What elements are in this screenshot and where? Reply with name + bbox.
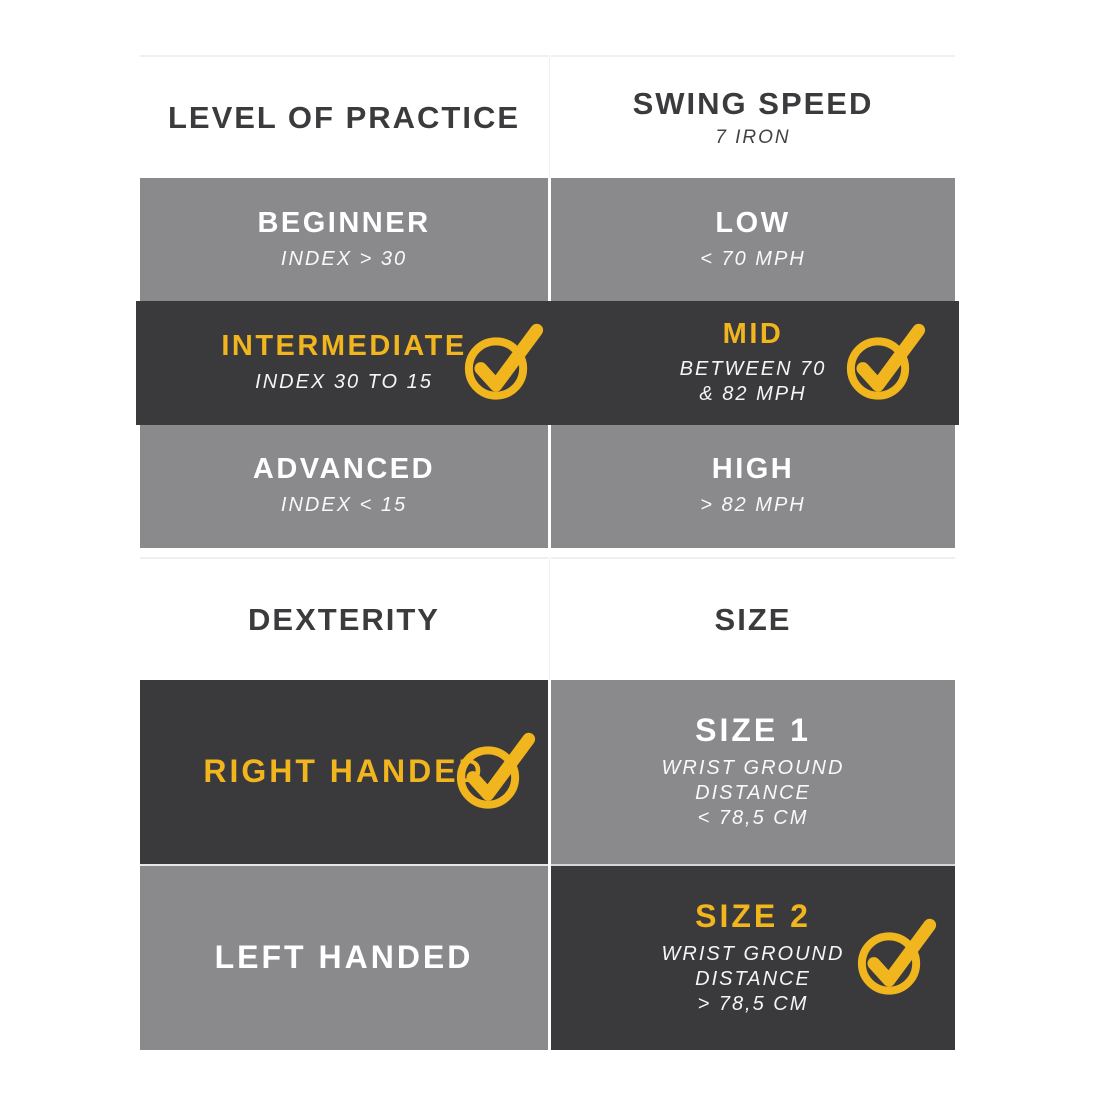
option-sub (281, 493, 407, 518)
option-label: INTERMEDIATE (221, 330, 467, 363)
option-label: LEFT HANDED (214, 939, 474, 976)
option-sub (281, 247, 407, 272)
section-title: SWING SPEED (632, 86, 874, 121)
section-subtitle: 7 IRON (715, 127, 791, 148)
option-intermediate[interactable] (136, 301, 552, 424)
section-header (551, 559, 955, 680)
option-sub-line: > 78,5 CM (697, 992, 809, 1015)
option-high[interactable] (551, 425, 955, 548)
section-size (551, 557, 955, 1050)
option-label: LOW (715, 206, 791, 239)
option-label: RIGHT HANDED (203, 753, 485, 790)
option-left-handed[interactable] (140, 864, 548, 1050)
section-title: LEVEL OF PRACTICE (167, 99, 521, 135)
option-sub-line: & 82 MPH (699, 383, 807, 406)
option-beginner[interactable] (140, 178, 548, 301)
section-title: DEXTERITY (248, 601, 440, 637)
option-label: SIZE 1 (695, 712, 811, 749)
option-list (551, 680, 955, 1050)
option-sub-line: WRIST GROUND (661, 942, 845, 965)
section-level-of-practice (140, 55, 548, 548)
section-header (140, 57, 548, 178)
option-sub-line: INDEX < 15 (280, 494, 408, 517)
section-dexterity (140, 557, 548, 1050)
option-mid[interactable] (547, 301, 959, 424)
option-list (140, 178, 548, 548)
option-sub-line: BETWEEN 70 (679, 358, 827, 381)
option-sub-line: WRIST GROUND (661, 756, 845, 779)
check-icon (857, 914, 937, 997)
option-sub (700, 493, 805, 518)
option-sub-line: INDEX 30 TO 15 (255, 370, 433, 393)
option-size-2[interactable] (551, 864, 955, 1050)
option-sub-line: < 78,5 CM (697, 806, 809, 829)
option-label: SIZE 2 (695, 898, 811, 935)
column-divider (549, 557, 550, 680)
section-header (140, 559, 548, 680)
option-low[interactable] (551, 178, 955, 301)
check-icon (464, 319, 544, 402)
option-size-1[interactable] (551, 680, 955, 864)
option-sub-line: DISTANCE (695, 967, 811, 990)
option-sub-line: INDEX > 30 (280, 247, 408, 270)
option-label: MID (722, 317, 784, 350)
option-sub (700, 247, 805, 272)
option-list (140, 680, 548, 1050)
section-title: SIZE (714, 601, 792, 637)
check-icon (846, 319, 926, 402)
option-sub-line: < 70 MPH (700, 247, 806, 270)
option-right-handed[interactable] (140, 680, 548, 864)
option-sub (680, 357, 827, 407)
section-swing-speed (551, 55, 955, 548)
option-sub (255, 370, 433, 395)
option-sub (662, 756, 845, 831)
option-sub-line: > 82 MPH (700, 494, 806, 517)
column-divider (549, 55, 550, 178)
section-header (551, 57, 955, 178)
option-label: HIGH (711, 453, 795, 486)
option-list (551, 178, 955, 548)
option-label: ADVANCED (252, 453, 436, 486)
option-sub-line: DISTANCE (695, 781, 811, 804)
option-sub (662, 942, 845, 1017)
option-label: BEGINNER (257, 206, 431, 239)
option-advanced[interactable] (140, 425, 548, 548)
